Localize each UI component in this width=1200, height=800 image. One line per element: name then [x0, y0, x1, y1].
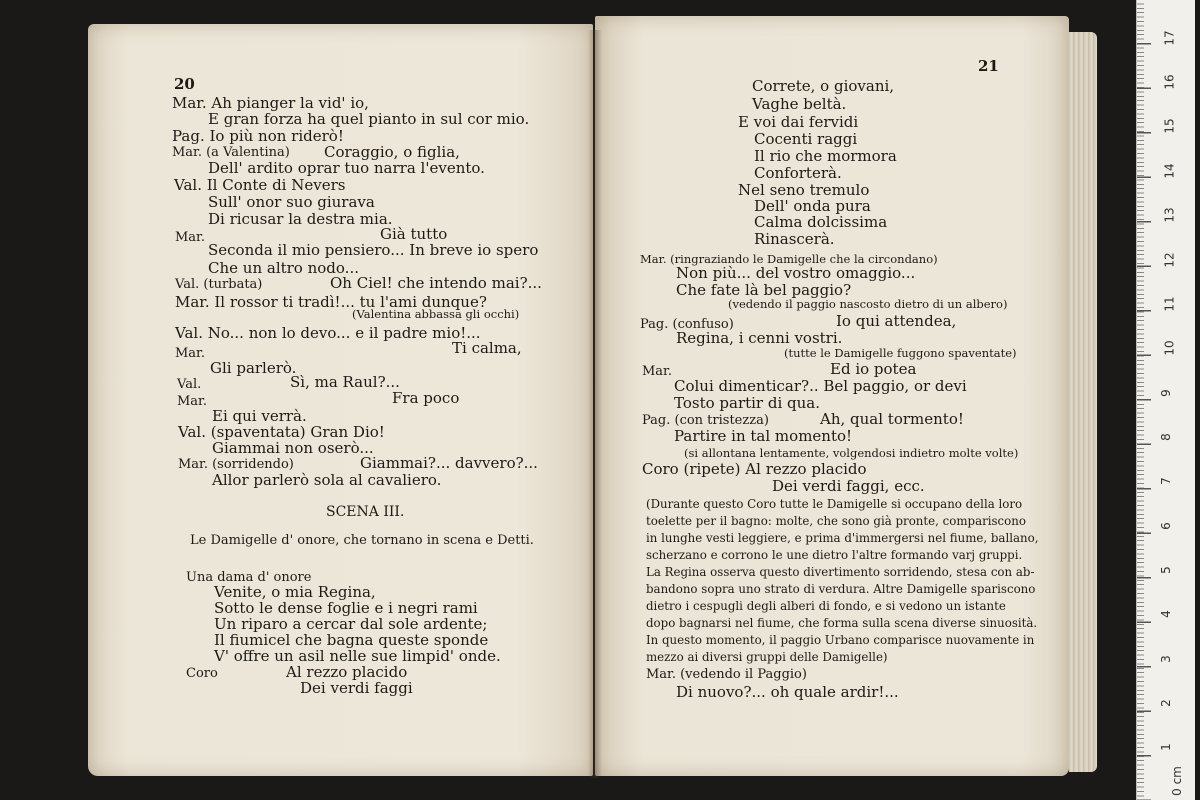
text-line: Sull' onor suo giurava — [208, 193, 375, 211]
text-line: Val. No... non lo devo... e il padre mio!... — [175, 324, 481, 342]
text-line: Una dama d' onore — [186, 570, 312, 585]
text-line: Dell' ardito oprar tuo narra l'evento. — [208, 159, 485, 177]
stage-direction: Mar. (ringraziando le Damigelle che la circondano) — [640, 252, 938, 266]
stage-direction: La Regina osserva questo divertimento sorridendo, stesa con ab- — [646, 565, 1035, 579]
ruler-label: 6 — [1158, 522, 1173, 530]
text-line: Val. Il Conte di Nevers — [174, 176, 346, 194]
text-line: Ti calma, — [452, 339, 522, 357]
text-line: E voi dai fervidi — [738, 113, 859, 131]
text-line: Sotto le dense foglie e i negri rami — [214, 599, 478, 617]
stage-direction: (vedendo il paggio nascosto dietro di un albero) — [728, 297, 1008, 311]
text-line: Ah, qual tormento! — [820, 410, 964, 428]
ruler-label: 11 — [1162, 296, 1177, 312]
stage-direction: mezzo ai diversi gruppi delle Damigelle) — [646, 650, 888, 664]
text-line: Pag. Io più non riderò! — [172, 127, 344, 145]
text-line: Che un altro nodo... — [208, 259, 359, 277]
text-line: Rinascerà. — [754, 230, 835, 248]
text-line: Cocenti raggi — [754, 130, 858, 148]
text-line: Coro — [186, 666, 218, 681]
ruler-label: 5 — [1158, 566, 1173, 574]
text-line: Venite, o mia Regina, — [214, 583, 376, 601]
text-line: Conforterà. — [754, 164, 842, 182]
text-line: Mar. Ah pianger la vid' io, — [172, 94, 369, 112]
text-line: Mar. (a Valentina) — [172, 145, 290, 160]
text-line: Dei verdi faggi — [300, 679, 413, 697]
page-number-left: 20 — [174, 75, 195, 93]
stage-direction: dietro i cespugli degli alberi di fondo, e si vedono un istante — [646, 599, 1006, 613]
text-line: Regina, i cenni vostri. — [676, 329, 843, 347]
text-line: Mar. Il rossor ti tradì!... tu l'ami dunque? — [175, 293, 487, 311]
text-line: Nel seno tremulo — [738, 181, 870, 199]
stage-direction: (si allontana lentamente, volgendosi indietro molte volte) — [684, 446, 1019, 460]
text-line: Tosto partir di qua. — [674, 394, 821, 412]
text-line: Fra poco — [392, 389, 460, 407]
text-line: Mar. (sorridendo) — [178, 457, 294, 472]
text-line: Il rio che mormora — [754, 147, 897, 165]
text-line: Val. — [177, 377, 202, 392]
text-line: V' offre un asil nelle sue limpid' onde. — [214, 647, 501, 665]
text-line: Di nuovo?... oh quale ardir!... — [676, 683, 899, 701]
ruler-label: 7 — [1158, 477, 1173, 485]
text-line: Giammai non oserò... — [212, 439, 374, 457]
text-line: Calma dolcissima — [754, 213, 888, 231]
text-line: Coraggio, o figlia, — [324, 143, 460, 161]
stage-direction: scherzano e corrono le une dietro l'altre formando varj gruppi. — [646, 548, 1023, 562]
text-line: Val. (spaventata) Gran Dio! — [178, 423, 385, 441]
ruler-label: 10 — [1162, 340, 1177, 356]
ruler-label: 17 — [1162, 30, 1177, 46]
ruler-label: 14 — [1162, 163, 1177, 179]
stage-direction: In questo momento, il paggio Urbano comparisce nuovamente in — [646, 633, 1035, 647]
scene-intro: Le Damigelle d' onore, che tornano in scena e Detti. — [190, 533, 534, 548]
ruler-label: 12 — [1162, 252, 1177, 268]
stage-direction: (tutte le Damigelle fuggono spaventate) — [784, 346, 1017, 360]
stage-direction: dopo bagnarsi nel fiume, che forma sulla scena diverse sinuosità. — [646, 616, 1038, 630]
page-number-right: 21 — [978, 57, 999, 75]
scene-heading: SCENA III. — [326, 504, 405, 520]
text-line: Partire in tal momento! — [674, 427, 853, 445]
text-line: Gli parlerò. — [210, 359, 297, 377]
text-line: Dell' onda pura — [754, 197, 871, 215]
ruler-label: 15 — [1162, 118, 1177, 134]
ruler-label: 1 — [1158, 743, 1173, 751]
text-line: Di ricusar la destra mia. — [208, 210, 393, 228]
page-edges — [1069, 32, 1097, 772]
text-line: Correte, o giovani, — [752, 77, 895, 95]
text-line: Coro (ripete) Al rezzo placido — [642, 460, 867, 478]
stage-direction: toelette per il bagno: molte, che sono già pronte, compariscono — [646, 514, 1026, 528]
ruler-label: 13 — [1162, 207, 1177, 223]
text-line: Già tutto — [380, 225, 448, 243]
text-line: Ei qui verrà. — [212, 407, 307, 425]
ruler-label: 9 — [1158, 389, 1173, 397]
ruler-label: 8 — [1158, 433, 1173, 441]
text-line: Il fiumicel che bagna queste sponde — [214, 631, 489, 649]
text-line: Oh Ciel! che intendo mai?... — [330, 274, 542, 292]
stage-direction: (Durante questo Coro tutte le Damigelle si occupano della loro — [646, 497, 1023, 511]
text-line: Mar. — [642, 364, 672, 379]
ruler-label: 16 — [1162, 74, 1177, 90]
text-line: Pag. (con tristezza) — [642, 413, 769, 428]
text-line: Vaghe beltà. — [752, 95, 847, 113]
text-line: Che fate là bel paggio? — [676, 281, 852, 299]
text-line: Pag. (confuso) — [640, 317, 734, 332]
text-line: Seconda il mio pensiero... In breve io spero — [208, 241, 539, 259]
text-line: Ed io potea — [830, 360, 917, 378]
text-line: Mar. — [177, 394, 207, 409]
text-line: Io qui attendea, — [836, 312, 957, 330]
text-line: Un riparo a cercar dal sole ardente; — [214, 615, 488, 633]
text-line: Val. (turbata) — [175, 277, 263, 292]
text-line: Mar. — [175, 230, 205, 245]
text-line: Dei verdi faggi, ecc. — [772, 477, 925, 495]
stage-direction: in lunghe vesti leggiere, e prima d'immergersi nel fiume, ballano, — [646, 531, 1039, 545]
ruler-label: 0 cm — [1169, 766, 1184, 796]
text-line: Mar. — [175, 346, 205, 361]
text-line: Giammai?... davvero?... — [360, 454, 538, 472]
stage-direction: (Valentina abbassa gli occhi) — [352, 307, 520, 321]
book-gutter — [588, 30, 602, 778]
text-line: E gran forza ha quel pianto in sul cor mio. — [208, 110, 530, 128]
text-line: Non più... del vostro omaggio... — [676, 264, 916, 282]
ruler-label: 3 — [1158, 655, 1173, 663]
stage-direction: bandono sopra uno strato di verdura. Altre Damigelle spariscono — [646, 582, 1036, 596]
text-line: Sì, ma Raul?... — [290, 373, 400, 391]
text-line: Colui dimenticar?.. Bel paggio, or devi — [674, 377, 967, 395]
ruler-label: 2 — [1158, 699, 1173, 707]
text-line: Mar. (vedendo il Paggio) — [646, 667, 807, 682]
text-line: Al rezzo placido — [286, 663, 408, 681]
ruler-label: 4 — [1158, 610, 1173, 618]
text-line: Allor parlerò sola al cavaliero. — [212, 471, 442, 489]
